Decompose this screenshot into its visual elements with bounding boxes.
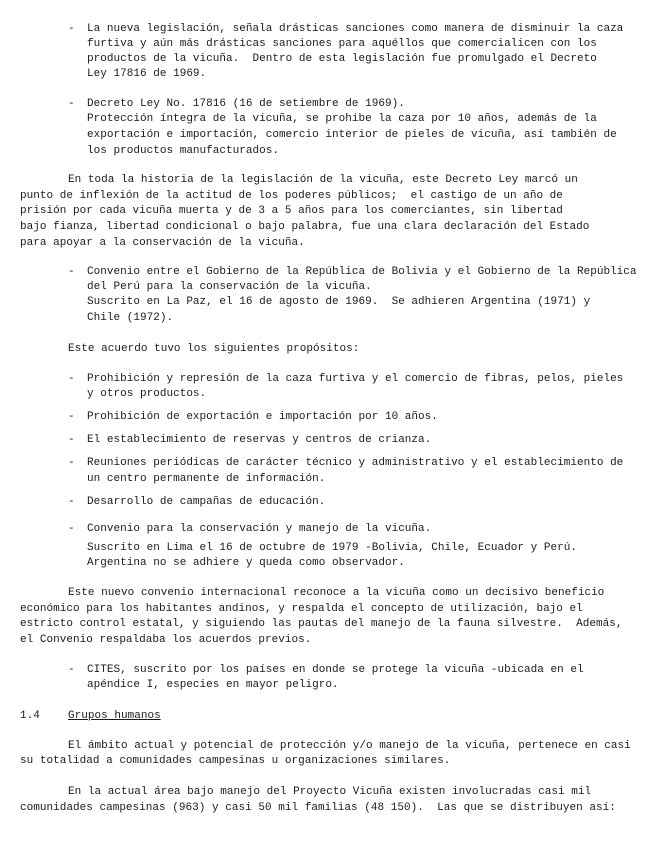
- list-item-line: Prohibición de exportación e importación por 10 años.: [87, 411, 438, 423]
- paragraph-line: Este acuerdo tuvo los siguientes propósitos:: [68, 343, 360, 355]
- bullet-dash: -: [68, 23, 75, 35]
- text-line: Convenio para la conservación y manejo de la vicuña.: [87, 523, 432, 535]
- text-line: productos de la vicuña. Dentro de esta legislación fue promulgado el Decreto: [87, 53, 597, 65]
- text-line: exportación e importación, comercio interior de pieles de vicuña, así también de: [87, 129, 617, 141]
- bullet-dash: -: [68, 664, 75, 676]
- paragraph-line: para apoyar a la conservación de la vicuña.: [20, 237, 305, 249]
- paragraph-line: prisión por cada vicuña muerta y de 3 a 5 años para los comerciantes, sin libertad: [20, 205, 563, 217]
- text-line: Convenio entre el Gobierno de la República de Bolivia y el Gobierno de la República: [87, 266, 637, 278]
- paragraph-line: punto de inflexión de la actitud de los poderes públicos; el castigo de un año de: [20, 190, 563, 202]
- section-number: 1.4: [20, 710, 40, 722]
- text-line: CITES, suscrito por los países en donde se protege la vicuña -ubicada en el: [87, 664, 584, 676]
- text-line: los productos manufacturados.: [87, 145, 280, 157]
- text-line: Decreto Ley No. 17816 (16 de setiembre de 1969).: [87, 98, 405, 110]
- list-item-line: un centro permanente de información.: [87, 473, 326, 485]
- bullet-dash: -: [68, 457, 75, 469]
- paragraph-line: económico para los habitantes andinos, y respalda el concepto de utilización, bajo el: [20, 603, 583, 615]
- text-line: del Perú para la conservación de la vicuña.: [87, 281, 372, 293]
- text-line: Protección íntegra de la vicuña, se prohibe la caza por 10 años, además de la: [87, 113, 597, 125]
- paragraph-line: estricto control estatal, y siguiendo las pautas del manejo de la fauna silvestre. Además,: [20, 618, 623, 630]
- paragraph-line: En toda la historia de la legislación de la vicuña, este Decreto Ley marcó un: [68, 174, 578, 186]
- text-line: Suscrito en La Paz, el 16 de agosto de 1969. Se adhieren Argentina (1971) y: [87, 296, 591, 308]
- paragraph-line: Este nuevo convenio internacional reconoce a la vicuña como un decisivo beneficio: [68, 587, 605, 599]
- list-item-line: Prohibición y represión de la caza furtiva y el comercio de fibras, pelos, pieles: [87, 373, 624, 385]
- bullet-dash: -: [68, 523, 75, 535]
- paragraph-line: el Convenio respaldaba los acuerdos previos.: [20, 634, 312, 646]
- section-title: Grupos humanos: [68, 710, 161, 722]
- paragraph-line: El ámbito actual y potencial de protección y/o manejo de la vicuña, pertenece en casi: [68, 740, 631, 752]
- text-line: Suscrito en Lima el 16 de octubre de 1979 -Bolivia, Chile, Ecuador y Perú.: [87, 542, 577, 554]
- list-item-line: Reuniones periódicas de carácter técnico y administrativo y el establecimiento de: [87, 457, 624, 469]
- paragraph-line: comunidades campesinas (963) y casi 50 mil familias (48 150). Las que se distribuyen así:: [20, 802, 616, 814]
- text-line: Chile (1972).: [87, 312, 174, 324]
- paragraph-line: su totalidad a comunidades campesinas u organizaciones similares.: [20, 755, 451, 767]
- text-line: furtiva y aún más drásticas sanciones para aquéllos que comercialicen con los: [87, 38, 597, 50]
- text-line: Argentina no se adhiere y queda como observador.: [87, 557, 405, 569]
- bullet-dash: -: [68, 98, 75, 110]
- bullet-dash: -: [68, 434, 75, 446]
- paragraph-line: bajo fianza, libertad condicional o bajo palabra, fue una clara declaración del Estado: [20, 221, 590, 233]
- list-item-line: y otros productos.: [87, 388, 207, 400]
- text-line: Ley 17816 de 1969.: [87, 68, 207, 80]
- list-item-line: El establecimiento de reservas y centros de crianza.: [87, 434, 432, 446]
- list-item-line: Desarrollo de campañas de educación.: [87, 496, 326, 508]
- text-line: apéndice I, especies en mayor peligro.: [87, 679, 339, 691]
- text-line: La nueva legislación, señala drásticas sanciones como manera de disminuir la caza: [87, 23, 624, 35]
- paragraph-line: En la actual área bajo manejo del Proyecto Vicuña existen involucradas casi mil: [68, 786, 592, 798]
- bullet-dash: -: [68, 373, 75, 385]
- bullet-dash: -: [68, 266, 75, 278]
- bullet-dash: -: [68, 496, 75, 508]
- bullet-dash: -: [68, 411, 75, 423]
